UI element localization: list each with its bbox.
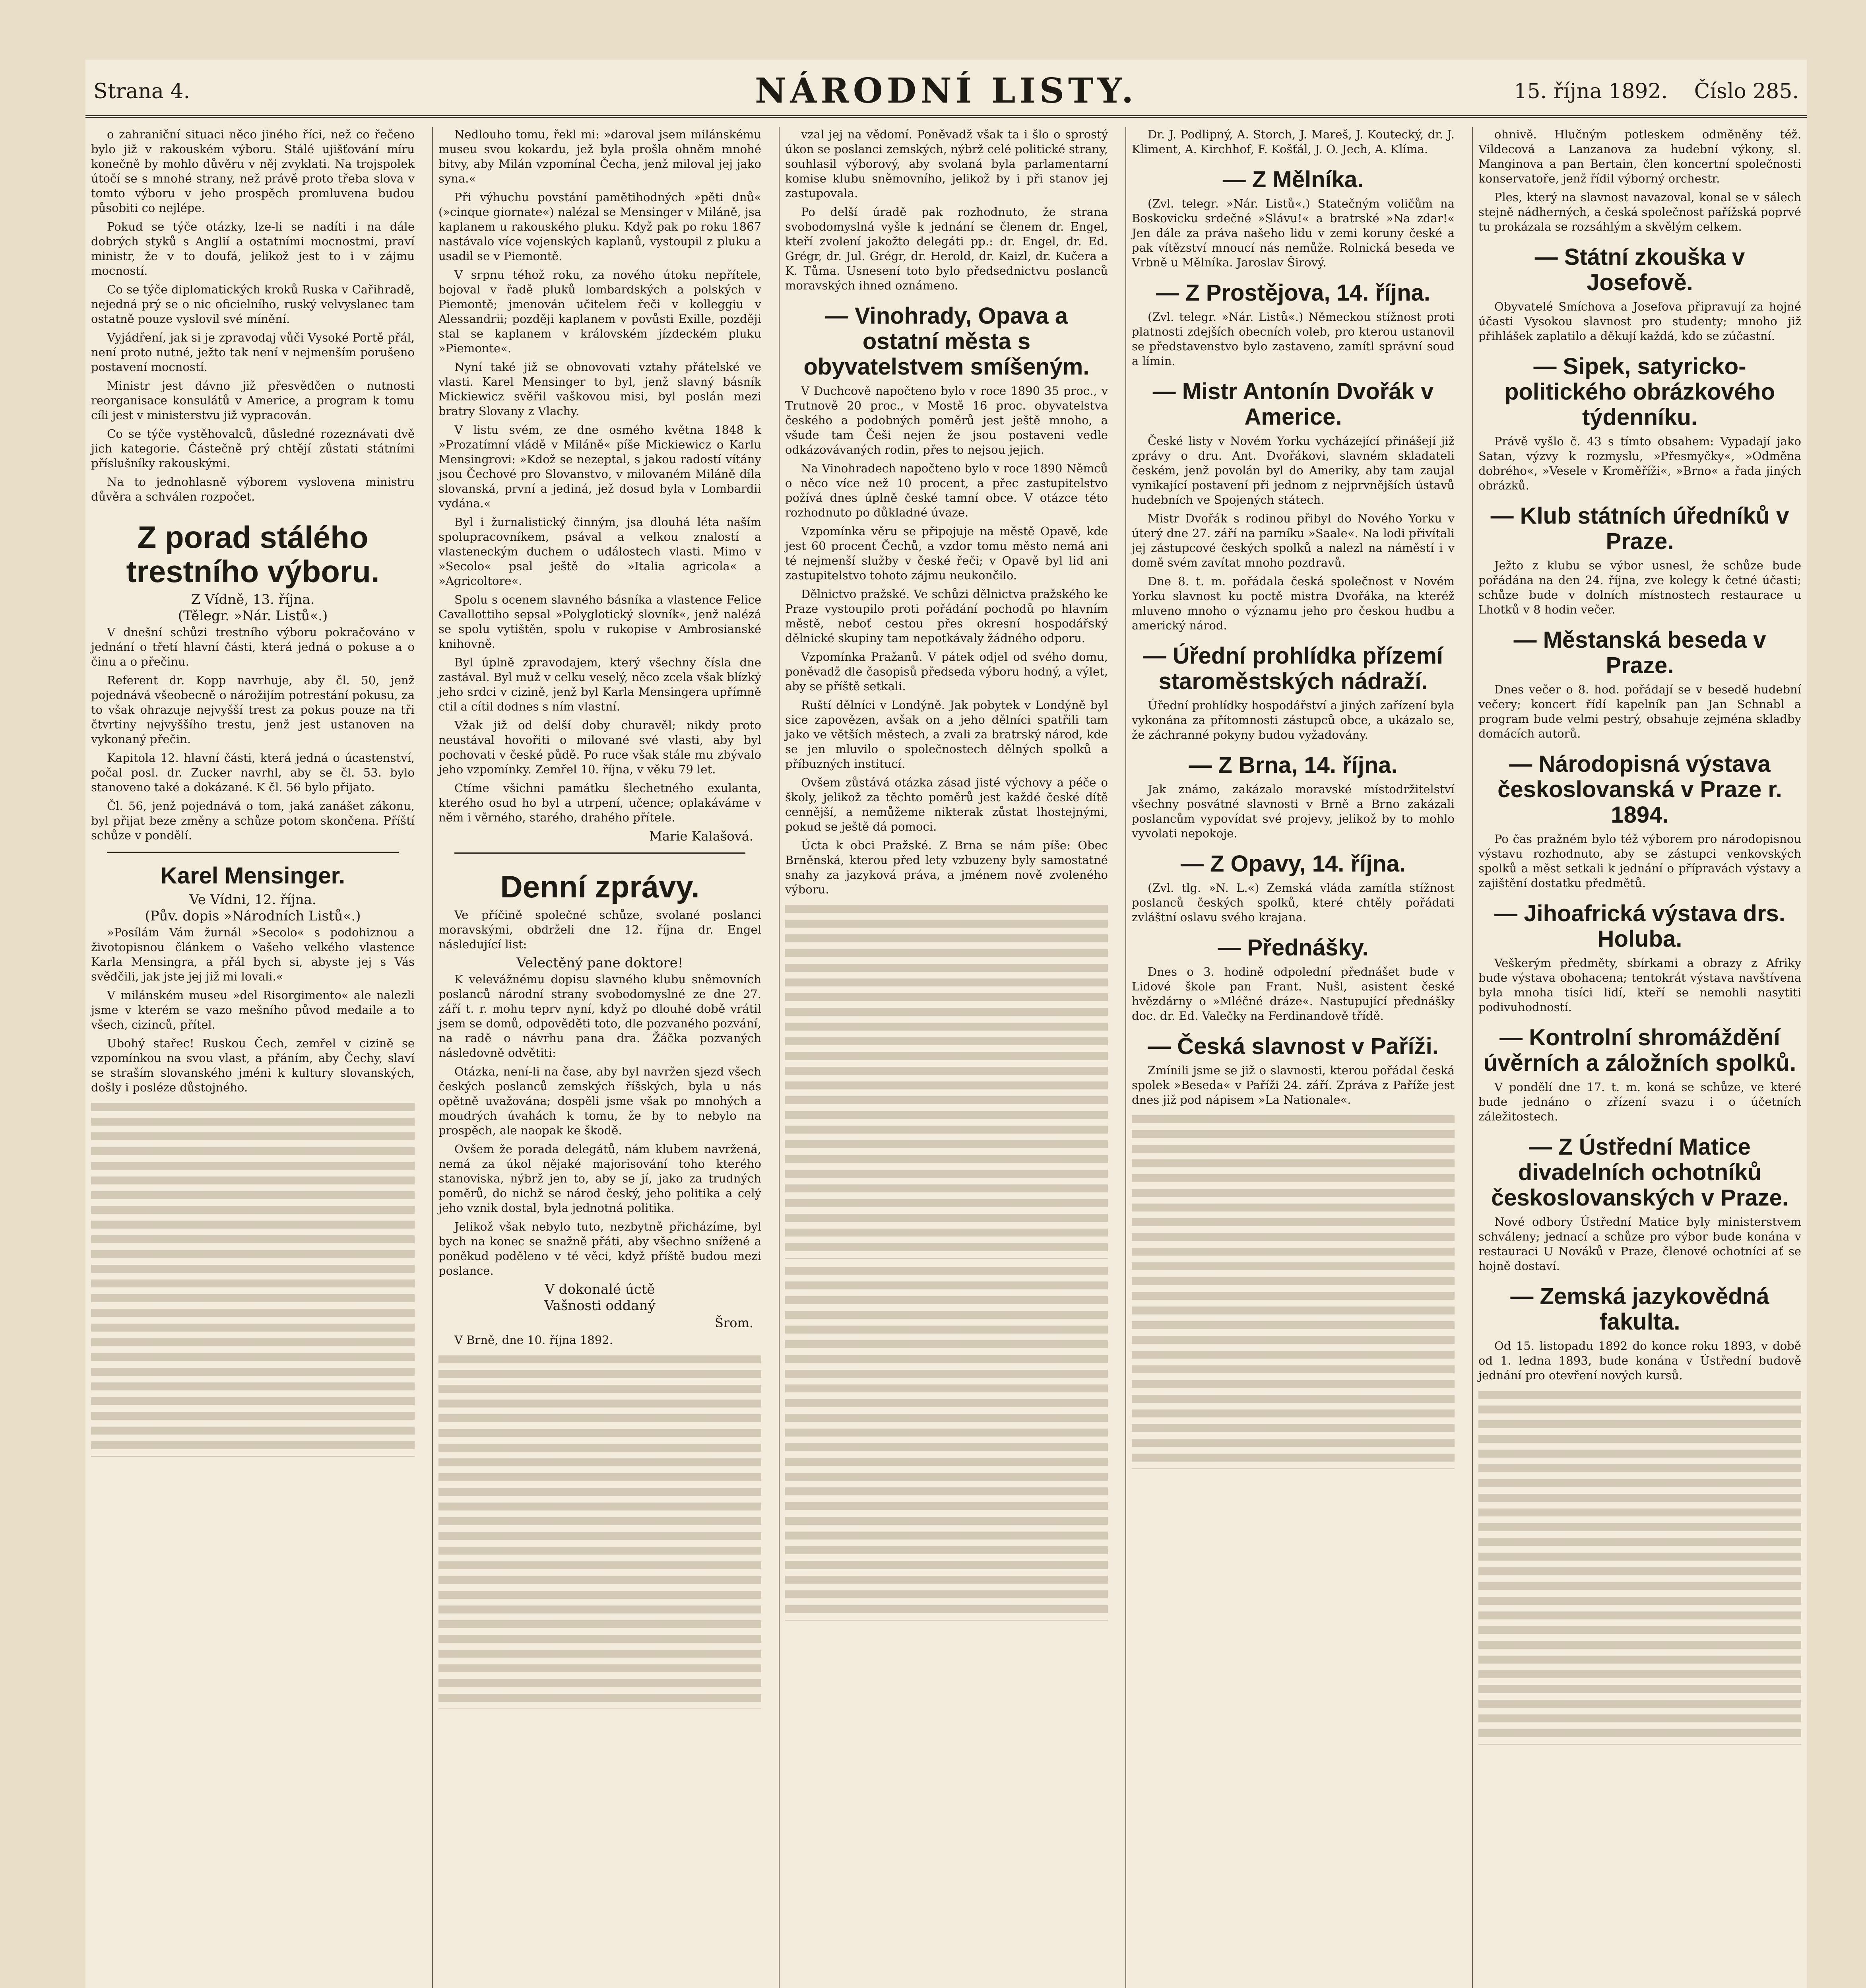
article-heading: — Přednášky. bbox=[1218, 935, 1369, 961]
paragraph: Od 15. listopadu 1892 do konce roku 1893, v době od 1. ledna 1893, bude konána v Ústřední budově jednání pro otevření nových kursů. bbox=[1478, 1339, 1801, 1382]
column-2 bbox=[432, 127, 767, 1988]
article-dateline: Z Vídně, 13. října. bbox=[191, 592, 315, 608]
article-heading: — Kontrolní shromáždění úvěrních a záložních spolků. bbox=[1483, 1025, 1796, 1076]
paragraph: Byl úplně zpravodajem, který všechny čísla dne zastával. Byl muž v celku veselý, něco zcela však blízký jeho srdci v cizině, jenž byl Karla Mensingera upřímně ctil a cítil dodnes s ním vlastní. bbox=[438, 656, 761, 713]
body-text-lines bbox=[438, 1351, 761, 1709]
article-heading: Z porad stálého trestního výboru. bbox=[126, 520, 380, 589]
paragraph: K velevážnému dopisu slavného klubu sněmovních poslanců národní strany svobodomyslné ze dne 27. září t. r. mohu teprv nyní, když po dlouhé době vrátil jsem se domů, odpověděti toto, dle pozvaného pozvání, na radě o návrhu pana dra. Žáčka pozvaných následovně odvětiti: bbox=[438, 973, 761, 1060]
paragraph: (Zvl. telegr. »Nár. Listů«.) Německou stížnost proti platnosti zdejších obecních voleb, pro kterou ustanovil se představenstvo bylo zastaveno, zamítl správní soud a límin. bbox=[1132, 310, 1455, 368]
paragraph: V milánském museu »del Risorgimento« ale nalezli jsme v kterém se vazo mešního původ medaile a to všech, cizinců, přítel. bbox=[91, 988, 415, 1031]
paragraph: Dnes večer o 8. hod. pořádají se v besedě hudební večery; koncert řídí kapelník pan Jan Schnabl a program bude velmi pestrý, obsahuje zejména skladby domácích autorů. bbox=[1478, 683, 1801, 740]
paragraph: Dělnictvo pražské. Ve schůzi dělnictva pražského ke Praze vystoupilo proti pořádání pochodů po hlavním městě, neboť cestou přes okresní hospodářský dělnické skupiny tam nepotkávaly žádného odporu. bbox=[785, 587, 1108, 645]
article-heading: — Z Mělníka. bbox=[1222, 167, 1364, 192]
paragraph: Mistr Dvořák s rodinou přibyl do Nového Yorku v úterý dne 27. září na parníku »Saale«. Na lodi přivítali jej zástupcové českých spolků a nalezl na náměstí i v domě svém zavítat mnoho pozdravů. bbox=[1132, 512, 1455, 569]
paragraph: Obyvatelé Smíchova a Josefova připravují za hojné účasti Vysokou slavnost pro studenty; mnoho již přihlášek zaplatilo a děkují každá, kdo se zúčastní. bbox=[1478, 300, 1801, 343]
paragraph: vzal jej na vědomí. Poněvadž však ta i šlo o sprostý úkon se poslanci zemských, nýbrž celé politické strany, souhlasil výborový, aby svolaná byla parlamentarní komise klubu sněmovního, jelikož by i při stanov jej zastupovala. bbox=[785, 128, 1108, 200]
paragraph: V srpnu téhož roku, za nového útoku nepřítele, bojoval v řadě pluků lombardských a polských v Piemontě; jmenován učitelem řeči v kolleggiu v Alessandrii; později kaplanem v povůsti Exille, později stal se kaplanem v královském jízdeckém pluku »Piemonte«. bbox=[438, 268, 761, 355]
paragraph: České listy v Novém Yorku vycházející přinášejí již zprávy o dru. Ant. Dvořákovi, slavném skladateli českém, jenž povolán byl do Ameriky, aby tam zaujal vynikající postavení při jednom z nejprvnějších ústavů hudebních ve Spojených státech. bbox=[1132, 434, 1455, 507]
paragraph: Zmínili jsme se již o slavnosti, kterou pořádal česká spolek »Beseda« v Paříži 24. září. Zpráva z Paříže jest dnes již pod nápisem »La Nationale«. bbox=[1132, 1064, 1455, 1107]
paragraph: Dne 8. t. m. pořádala česká společnost v Novém Yorku slavnost ku poctě mistra Dvořáka, na kteréž mluveno mnoho o významu jeho pro českou hudbu a americký národ. bbox=[1132, 575, 1455, 632]
paragraph: V dnešní schůzi trestního výboru pokračováno v jednání o třetí hlavní části, která jedná o pokuse a o činu a o přečinu. bbox=[91, 625, 415, 668]
article-heading: — Z Brna, 14. října. bbox=[1189, 752, 1398, 778]
paragraph: Na Vinohradech napočteno bylo v roce 1890 Němců o něco více než 10 procent, a přec zastupitelstvo požívá dnes úplně české tamní obce. V otázce této rozhodnuto po důkladné úvaze. bbox=[785, 462, 1108, 519]
newspaper-page bbox=[85, 60, 1807, 1988]
body-text-lines bbox=[91, 1099, 415, 1457]
paragraph: Co se týče diplomatických kroků Ruska v Cařihradě, nejedná prý se o nic oficielního, ruský velvyslanec tam ostatně pouze vyslovil své mínění. bbox=[91, 283, 415, 326]
paragraph: Spolu s ocenem slavného básníka a vlastence Felice Cavallottiho sepsal »Polyglotický slovník«, jenž nalézá se spolu vytištěn, spolu v rukopise v Ambrosianské knihovně. bbox=[438, 593, 761, 650]
paragraph: Po čas pražném bylo též výborem pro národopisnou výstavu rozhodnuto, aby se zástupci venkovských spolků a měst setkali k jednání o přípravách výstavy a zajištění dostatku předmětů. bbox=[1478, 832, 1801, 890]
paragraph: o zahraniční situaci něco jiného říci, než co řečeno bylo již v rakouském výboru. Stálé ujišťování míru konečně by mohlo důvěru v něj zvyklati. Na trojspolek útočí se s mnohé strany, než právě proto třeba slova v tomto výboru v jeho prospěch promluvena budou působiti co nejlépe. bbox=[91, 128, 415, 215]
paragraph: V pondělí dne 17. t. m. koná se schůze, ve které bude jednáno o zřízení svazu i o účetních záležitostech. bbox=[1478, 1080, 1801, 1123]
article-heading: — Klub státních úředníků v Praze. bbox=[1490, 503, 1789, 554]
author-signature: Marie Kalašová. bbox=[649, 829, 753, 844]
article-heading: — Z Prostějova, 14. října. bbox=[1156, 280, 1430, 306]
article-heading: — Jihoafrická výstava drs. Holuba. bbox=[1494, 901, 1785, 952]
paragraph: Nedlouho tomu, řekl mi: »daroval jsem milánskému museu svou kokardu, jež byla prošla ohněm mnohé bitvy, aby Milán vzpomínal Čecha, jenž miloval jej jako syna.« bbox=[438, 128, 761, 185]
paragraph: Dr. J. Podlipný, A. Storch, J. Mareš, J. Koutecký, dr. J. Kliment, A. Kirchhof, F. Košťál, J. O. Jech, A. Klíma. bbox=[1132, 128, 1455, 156]
article-heading: Karel Mensinger. bbox=[160, 863, 345, 889]
body-text-lines bbox=[1132, 1111, 1455, 1469]
paragraph: Co se týče vystěhovalců, důsledné rozeznávati dvě jich kategorie. Částečně prý chtějí zůstati státními příslušníky rakouskými. bbox=[91, 427, 415, 470]
letter-greeting: Velectěný pane doktore! bbox=[516, 955, 683, 971]
paragraph: Na to jednohlasně výborem vyslovena ministru důvěra a schválen rozpočet. bbox=[91, 475, 415, 503]
body-text-lines bbox=[1478, 1387, 1801, 1745]
issue-date: 15. října 1892. bbox=[1514, 80, 1668, 103]
paragraph: (Zvl. telegr. »Nár. Listů«.) Statečným voličům na Boskovicku srdečné »Slávu!« a bratrské »Na zdar!« Jen dále za práva našeho lidu v zemi koruny české a pak vítězství mnoucí nás nemůže. Rolnická beseda ve Vrbně u Mělníka. Jaroslav Širový. bbox=[1132, 197, 1455, 269]
article-heading: — Městanská beseda v Praze. bbox=[1513, 627, 1766, 678]
article-heading: — Národopisná výstava českoslovanská v Praze r. 1894. bbox=[1497, 751, 1782, 828]
paragraph: V listu svém, ze dne osmého května 1848 k »Prozatímní vládě v Miláně« píše Mickiewicz o Karlu Mensingrovi: »Kdož se nezeptal, s jakou radostí vítány jsou Čechové pro Slovanstvo, v milovaném Miláně díla slovanská, první a jediná, jež dosud byla v Lombardii vydána.« bbox=[438, 423, 761, 510]
paragraph: Úřední prohlídky hospodářství a jiných zařízení byla vykonána za přítomnosti zástupců obce, a ukázalo se, že záchranné pokyny budou vyžadovány. bbox=[1132, 699, 1455, 742]
paragraph: V Brně, dne 10. října 1892. bbox=[454, 1333, 613, 1347]
article-heading: — Z Opavy, 14. října. bbox=[1180, 851, 1406, 877]
paragraph: Vzpomínka Pražanů. V pátek odjel od svého domu, poněvadž dle časopisů předseda výboru hodný, a výlet, aby se příště setkali. bbox=[785, 650, 1108, 693]
masthead-meta bbox=[1494, 80, 1799, 103]
paragraph: Při výhuchu povstání pamětihodných »pěti dnů« (»cinque giornate«) nalézal se Mensinger v Miláně, jsa kaplanem u rakouského pluku. Když pak po roku 1867 nastávalo více vojenských kaplanů, vystoupil z pluku a usadil se v Piemontě. bbox=[438, 190, 761, 263]
paragraph: Byl i žurnalistický činným, jsa dlouhá léta naším spolupracovníkem, psával a velkou znalostí a vlasteneckým duchem o událostech vlasti. Mimo v »Secolo« psal ještě do »Italia agricola« a »Agricoltore«. bbox=[438, 515, 761, 588]
masthead bbox=[85, 60, 1807, 118]
paragraph: Otázka, není-li na čase, aby byl navržen sjezd všech českých poslanců zemských říšských, byla u nás opětně uvažována; dospěli jsme však po mnohých a moudrých úvahách k tomu, že by to nebylo na prospěch, ale naopak ke škodě. bbox=[438, 1065, 761, 1137]
paragraph: Pokud se týče otázky, lze-li se nadíti i na dále dobrých styků s Anglií a ostatními mocnostmi, praví ministr, že v to doufá, jelikož jest to i v zájmu mocností. bbox=[91, 220, 415, 278]
paragraph: Kapitola 12. hlavní části, která jedná o úcastenství, počal posl. dr. Zucker navrhl, aby se čl. 53. bylo stanoveno také a dokázané. K čl. 56 bylo přijato. bbox=[91, 751, 415, 794]
article-source: (Tělegr. »Nár. Listů«.) bbox=[178, 608, 328, 624]
paragraph: Referent dr. Kopp navrhuje, aby čl. 50, jenž pojednává všeobecně o nárožijím potrestání pokusu, za to však ohrazuje nejvyšší trest za pokus pouze na tři čtvrtiny nejvyššího trestu, jenž jest ustanoven na vykonaný přečin. bbox=[91, 674, 415, 746]
article-source: (Pův. dopis »Národních Listů«.) bbox=[145, 908, 361, 924]
paragraph: Právě vyšlo č. 43 s tímto obsahem: Vypadají jako Satan, výzvy k rozmyslu, »Přesmyčky«, »Odměna dobrého«, »Vesele v Kroměříži«, »Brno« a řada jiných obrázků. bbox=[1478, 435, 1801, 492]
paragraph: Ples, který na slavnost navazoval, konal se v sálech stejně nádherných, a česká společnost pařížská poprvé tu prokázala se rozsáhlým a skvělým celkem. bbox=[1478, 190, 1801, 233]
divider bbox=[454, 852, 745, 854]
column-3 bbox=[779, 127, 1113, 1988]
article-heading: — Mistr Antonín Dvořák v Americe. bbox=[1152, 379, 1434, 430]
article-heading: — Vinohrady, Opava a ostatní města s obyvatelstvem smíšeným. bbox=[803, 303, 1090, 380]
paragraph: Čl. 56, jenž pojednává o tom, jaká zanášet zákonu, byl přijat beze změny a schůze potom skončena. Příští schůze v pondělí. bbox=[91, 799, 415, 842]
body-text-lines bbox=[785, 901, 1108, 1259]
paragraph: Ve příčině společné schůze, svolané poslanci moravskými, obdrželi dne 12. října dr. Engel následující list: bbox=[438, 908, 761, 951]
page-label: Strana 4. bbox=[93, 80, 190, 103]
paragraph: Ctíme všichni památku šlechetného exulanta, kterého osud ho byl a utrpení, učence; oplakáváme v něm i věrného, starého, drahého přítele. bbox=[438, 781, 761, 824]
column-4 bbox=[1125, 127, 1460, 1988]
column-1 bbox=[85, 127, 420, 1988]
paragraph: Vzpomínka věru se připojuje na městě Opavě, kde jest 60 procent Čechů, a vzdor tomu město nemá ani té nejmenší služby v české řeči; v Opavě byl lid ani zastupitelstvo tohoto zájmu neukončilo. bbox=[785, 524, 1108, 582]
paragraph: V Duchcově napočteno bylo v roce 1890 35 proc., v Trutnově 20 proc., v Mostě 16 proc. obyvatelstva českého a podobných poměrů jest ještě mnoho, a všude tam Češi nejen že jsou postaveni vedle odkázovávaných rodin, přes to nejsou jejich. bbox=[785, 384, 1108, 456]
paragraph: Veškerým předměty, sbírkami a obrazy z Afriky bude výstava obohacena; tentokrát výstava navštívena byla mnoha tisíci lidí, kteří se nemohli nasytiti podivuhodností. bbox=[1478, 956, 1801, 1014]
paragraph: Nové odbory Ústřední Matice byly ministerstvem schváleny; jednací a schůze pro výbor bude konána v restauraci U Nováků v Praze, členové ochotníci ať se hojně dostaví. bbox=[1478, 1215, 1801, 1273]
article-heading: — Zemská jazykovědná fakulta. bbox=[1510, 1283, 1769, 1335]
paragraph: Jak známo, zakázalo moravské místodržitelství všechny posvátné slavnosti v Brně a Brno zakázali poslancům vypovídat své projevy, jelikož by to mohlo vyvolati nepokoje. bbox=[1132, 782, 1455, 840]
article-heading: — Česká slavnost v Paříži. bbox=[1148, 1033, 1439, 1059]
divider bbox=[107, 852, 399, 853]
paragraph: Ruští dělníci v Londýně. Jak pobytek v Londýně byl sice zapovězen, avšak on a jeho dělníci spatřili tam jako ve větších městech, a zvali za bratrský národ, kde se jen mluvilo o společnostech dělných spolků a příbuzných institucí. bbox=[785, 698, 1108, 771]
paragraph: (Zvl. tlg. »N. L.«) Zemská vláda zamítla stížnost poslanců českých spolků, které chtěly pořádati zvláštní oslavu svého krajana. bbox=[1132, 881, 1455, 924]
article-heading: — Z Ústřední Matice divadelních ochotníků českoslovanských v Praze. bbox=[1491, 1134, 1789, 1211]
author-signature: Šrom. bbox=[715, 1315, 753, 1330]
article-dateline: Ve Vídni, 12. října. bbox=[189, 892, 316, 908]
paragraph: Ministr jest dávno již přesvědčen o nutnosti reorganisace konsulátů v Americe, a program k tomu cíli jest v ministerstvu již vypracován. bbox=[91, 379, 415, 422]
paragraph: Vyjádření, jak si je zpravodaj vůči Vysoké Portě přál, není proto nutné, ježto tak není v nejmenším porušeno postavení mocností. bbox=[91, 331, 415, 374]
article-columns bbox=[85, 127, 1807, 1988]
paragraph: Ubohý stařec! Ruskou Čech, zemřel v cizině se vzpomínkou na svou vlast, a přáním, aby Čechy, slaví se straším slovanského jméni k kultury slovanských, došly i posléze důstojného. bbox=[91, 1037, 415, 1094]
article-heading: — Sipek, satyricko-politického obrázkového týdenníku. bbox=[1505, 353, 1775, 430]
article-heading: — Úřední prohlídka přízemí staroměstských nádraží. bbox=[1143, 643, 1443, 694]
column-5 bbox=[1472, 127, 1807, 1988]
paragraph: Po delší úradě pak rozhodnuto, že strana svobodomyslná vyšle k jednání se členem dr. Engel, kteří zvolení jakožto delegáti pp.: dr. Engel, dr. Ed. Grégr, dr. Jul. Grégr, dr. Herold, dr. Kaizl, dr. Kučera a K. Tůma. Usnesení toto bylo předsednictvu poslanců moravských ihned oznámeno. bbox=[785, 205, 1108, 292]
paragraph: Jelikož však nebylo tuto, nezbytně přicházíme, byl bych na konec se snažně přáti, aby všechno snížené a poněkud poděleno v té věci, když příště budou mezi poslance. bbox=[438, 1220, 761, 1277]
paragraph: Nyní také již se obnovovati vztahy přátelské ve vlasti. Karel Mensinger to byl, jenž slavný básník Mickiewicz svěřil vaškovou misi, byl poslán mezi bratry Slovany z Vlachy. bbox=[438, 360, 761, 418]
paragraph: Dnes o 3. hodině odpolední přednášet bude v Lidové škole pan Frant. Nušl, asistent české hvězdárny o »Mléčné dráze«. Nastupující přednášky doc. dr. Ed. Valečky na Ferdinandově třídě. bbox=[1132, 965, 1455, 1023]
letter-closing: V dokonalé úctě bbox=[545, 1281, 655, 1297]
body-text-lines bbox=[785, 1263, 1108, 1621]
letter-closing: Vašnosti oddaný bbox=[544, 1298, 656, 1314]
paragraph: Úcta k obci Pražské. Z Brna se nám píše: Obec Brněnská, kterou před lety vzbuzeny byly samostatné snahy za jazyková práva, a jménem nově zvoleného výboru. bbox=[785, 839, 1108, 896]
paragraph: Ježto z klubu se výbor usnesl, že schůze bude pořádána na den 24. října, zve kolegy k četné účasti; schůze bude v dolních místnostech restaurace u Lhotků v 8 hodin večer. bbox=[1478, 559, 1801, 616]
section-heading: Denní zprávy. bbox=[500, 869, 700, 904]
paragraph: »Posílám Vám žurnál »Secolo« s podohiznou a životopisnou článkem o Vašeho velkého vlastence Karla Mensingra, a přál bych si, abyste jej s Vás svědčili, jak jste jej již mi lovali.« bbox=[91, 926, 415, 983]
article-heading: — Státní zkouška v Josefově. bbox=[1534, 244, 1745, 295]
newspaper-title: NÁRODNÍ LISTY. bbox=[755, 71, 1138, 111]
paragraph: Ovšem že porada delegátů, nám klubem navržená, nemá za úkol nějaké majorisování toho kterého stanoviska, nýbrž jen to, aby se jí, jako za trudných poměrů, do nichž se národ český, jeho politika a celý jeho vznik dostal, byla jednotná politika. bbox=[438, 1142, 761, 1215]
issue-number: Číslo 285. bbox=[1694, 80, 1799, 103]
paragraph: ohnivě. Hlučným potleskem odměněny též. Vildecová a Lanzanova za hudební výkony, sl. Manginova a pan Bertain, člen koncertní společnosti konservatoře, jenž řídil výborný orchestr. bbox=[1478, 128, 1801, 185]
paragraph: Ovšem zůstává otázka zásad jisté výchovy a péče o školy, jelikož za těchto poměrů jest každé české dítě cennější, a nemůžeme nikterak zůstat lhostejnými, pokud se ještě dá pomoci. bbox=[785, 776, 1108, 833]
paragraph: Vžak již od delší doby churavěl; nikdy proto neustával hovořiti o milované své vlasti, aby byl pochovati v české půdě. Po ruce však stále mu zbývalo jeho vzpomínky. Zemřel 10. října, v věku 79 let. bbox=[438, 718, 761, 776]
